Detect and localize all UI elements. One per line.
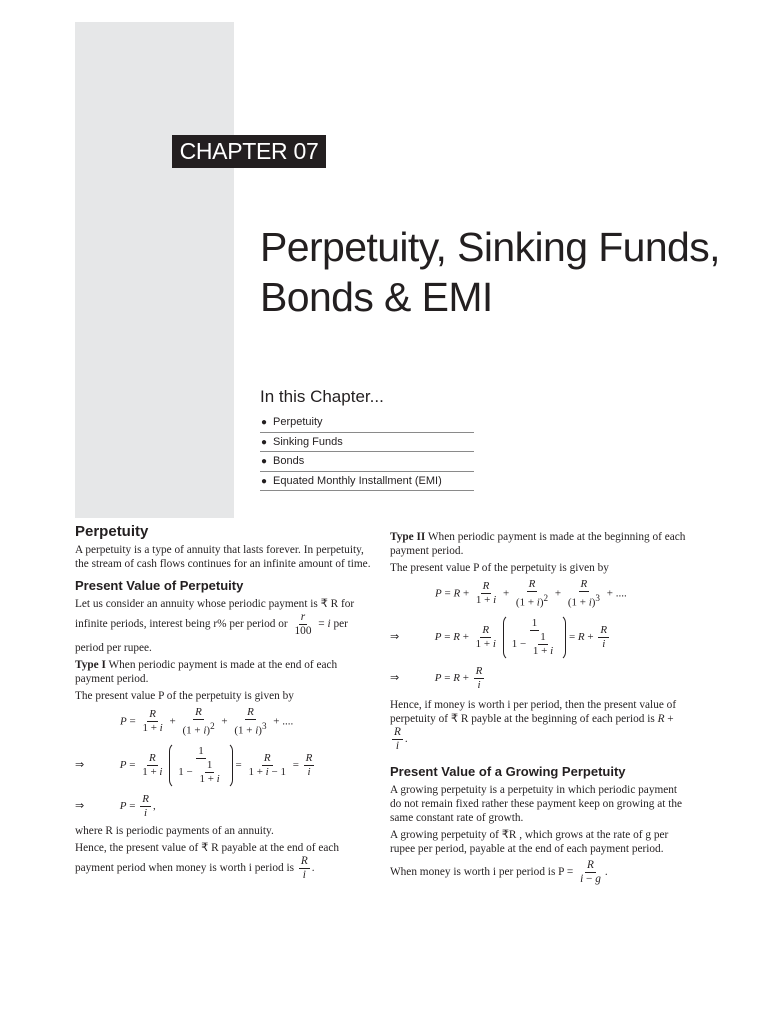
perpetuity-heading: Perpetuity — [75, 523, 149, 540]
growing-formula: When money is worth i per period is P = $\frac{R}{i - g}$ . — [390, 858, 608, 885]
bullet-icon: ● — [261, 417, 268, 428]
equation-type2-result: ⇒ P = R + $\frac{R}{i}$ — [390, 664, 483, 691]
type1-conclusion: Hence, the present value of ₹ R payable at the end of each payment period when money is worth i period is $\frac{R}{i}$ . — [75, 841, 340, 881]
type2-conclusion: Hence, if money is worth i per period, then the present value of perpetuity of ₹ R payble at the beginning of each period is R + $\frac{R}{i}$ . — [390, 698, 677, 752]
chapter-band — [75, 22, 234, 518]
type2-pv-intro: The present value P of the perpetuity is given by — [390, 562, 609, 574]
type1-text: Type I When periodic payment is made at the end of each payment period. — [75, 659, 338, 685]
perpetuity-definition: A perpetuity is a type of annuity that lasts forever. In perpetuity, the stream of cash flows continues for an infinite amount of time. — [75, 544, 371, 570]
pv-intro-end: period per rupee. — [75, 642, 152, 654]
equation-type1-series: P = $\frac{R}{1 + i}$ + $\frac{R}{(1 + i)^2}$ + $\frac{R}{(1 + i)^3}$ + .... — [120, 706, 294, 737]
pv-perpetuity-heading: Present Value of Perpetuity — [75, 578, 244, 593]
bullet-icon: ● — [261, 456, 268, 467]
growing-perpetuity-heading: Present Value of a Growing Perpetuity — [390, 763, 626, 779]
in-this-chapter-heading: In this Chapter... — [260, 387, 384, 406]
growing-description: A growing perpetuity of ₹R , which grows at the rate of g per rupee per period, payable at the end of each payment period. — [390, 828, 669, 855]
type1-pv-intro: The present value P of the perpetuity is given by — [75, 690, 294, 702]
equation-type1-sum: ⇒ P = $\frac{R}{1 + i}$ 1 1 − $\frac{1}{1 + i}$ = $\frac{R}{1 + i - 1}$ = $\frac{R}{i}$ — [75, 742, 375, 789]
equation-type2-series: P = R + $\frac{R}{1 + i}$ + $\frac{R}{(1 + i)^2}$ + $\frac{R}{(1 + i)^3}$ + .... — [435, 578, 627, 609]
toc-item: ● Equated Monthly Installment (EMI) — [260, 472, 474, 492]
where-text: where R is periodic payments of an annuity. — [75, 824, 274, 837]
equation-type1-result: ⇒ P = $\frac{R}{i}$ , — [75, 792, 156, 819]
toc-item: ● Bonds — [260, 452, 474, 472]
type2-text: Type II When periodic payment is made at the beginning of each payment period. — [390, 531, 686, 557]
pv-intro: Let us consider an annuity whose periodic payment is ₹ R for infinite periods, interest being r% per period or $\frac{r}{100}$ = i per — [75, 598, 355, 637]
chapter-label: CHAPTER 07 — [172, 135, 326, 168]
left-column — [75, 525, 375, 885]
toc-item: ● Sinking Funds — [260, 433, 474, 453]
chapter-title: Perpetuity, Sinking Funds, Bonds & EMI — [260, 224, 720, 320]
bullet-icon: ● — [261, 436, 268, 448]
toc-item: ● Perpetuity — [260, 413, 474, 433]
growing-definition: A growing perpetuity is a perpetuity in which periodic payment do not remain fixed rather these payment keep on growing at the same constant rate of growth. — [390, 783, 683, 824]
bullet-icon: ● — [261, 475, 268, 487]
right-column — [390, 530, 690, 889]
equation-type2-sum: ⇒ P = R + $\frac{R}{1 + i}$ 1 1 − $\frac{1}{1 + i}$ = R + $\frac{R}{i}$ — [390, 614, 690, 661]
chapter-contents — [260, 413, 474, 491]
